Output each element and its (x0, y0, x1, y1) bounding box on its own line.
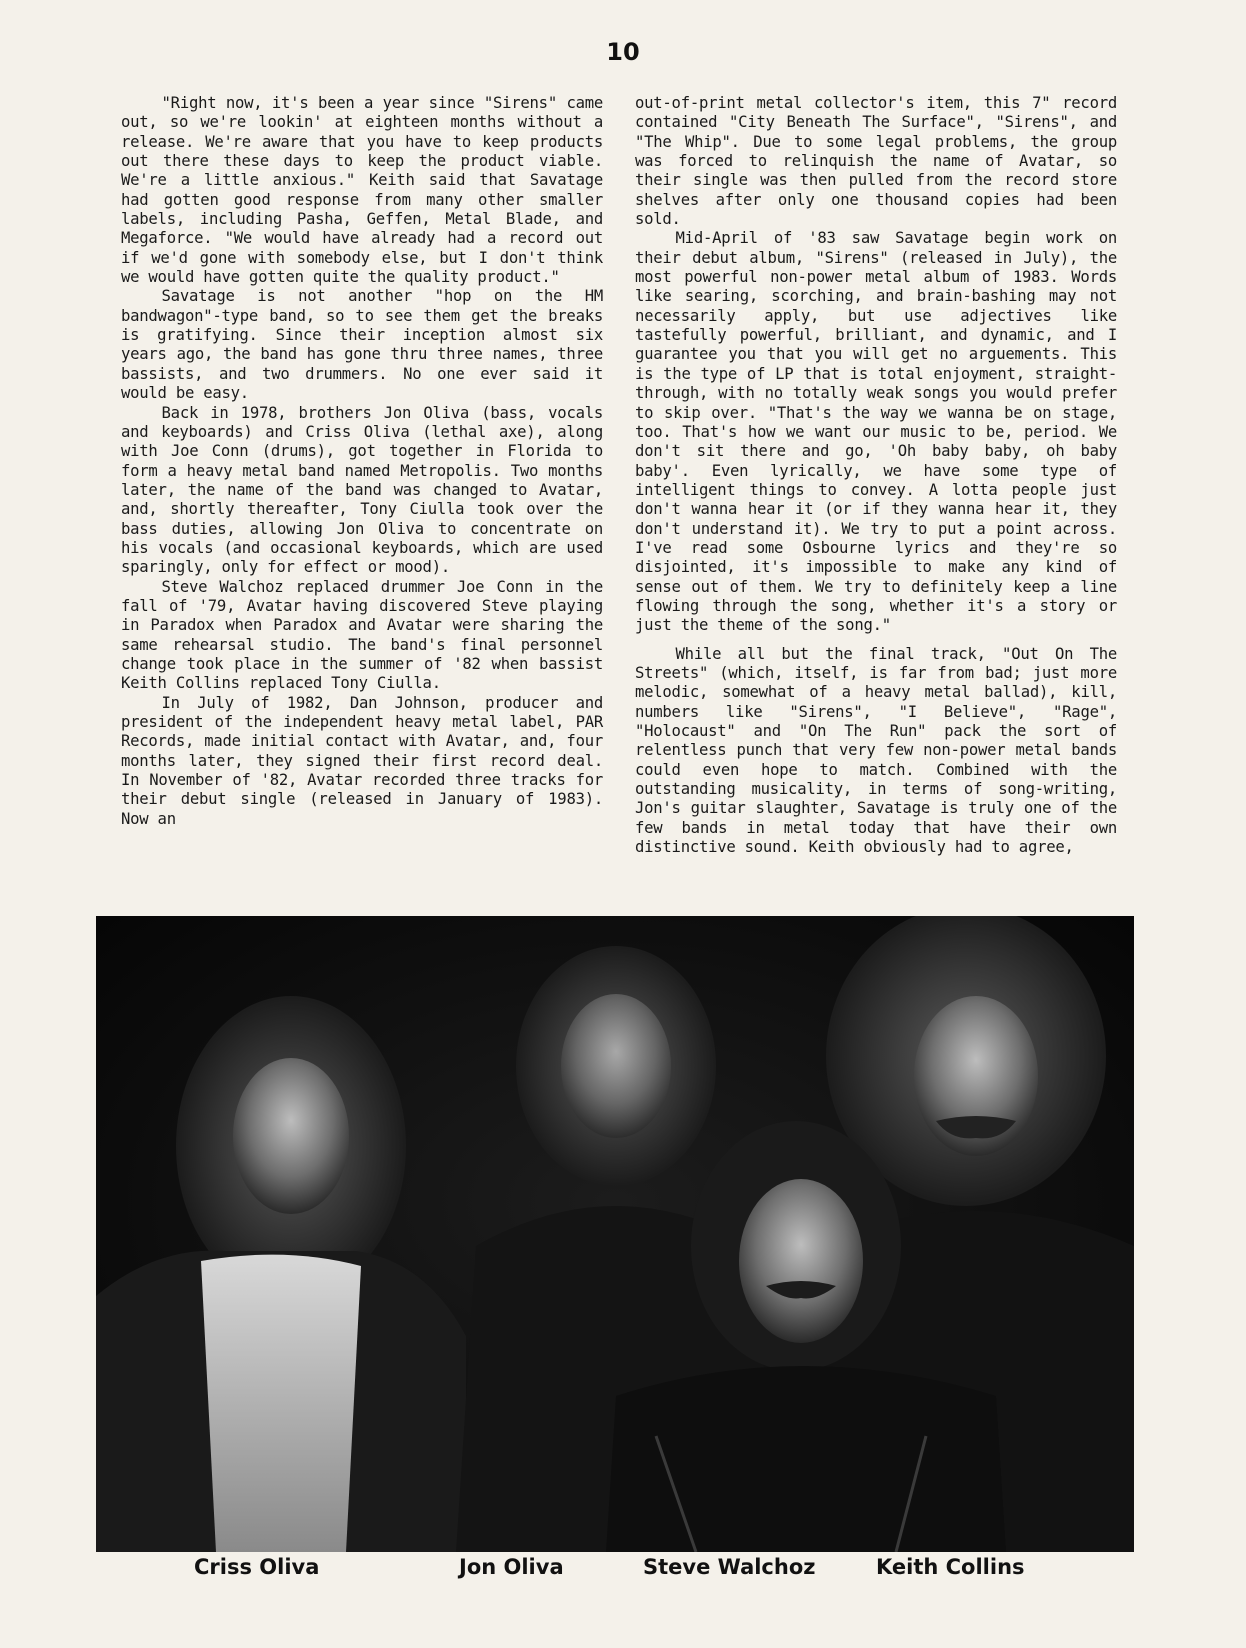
article-paragraph: Steve Walchoz replaced drummer Joe Conn in the fall of '79, Avatar having discovered Steve playing in Paradox when Paradox and Avatar were sharing the same rehearsal studio. The band's final personnel change took place in the summer of '82 when bassist Keith Collins replaced Tony Ciulla. (121, 577, 603, 693)
caption-jon-oliva: Jon Oliva (459, 1555, 564, 1579)
article-paragraph: "Right now, it's been a year since "Sirens" came out, so we're lookin' at eighteen months without a release. We're aware that you have to keep products out there these days to keep the product viable. We're a little anxious." Keith said that Savatage had gotten good response from many other smaller labels, including Pasha, Geffen, Metal Blade, and Megaforce. "We would have already had a record out if we'd gone with somebody else, but I don't think we would have gotten quite the quality product." (121, 94, 603, 287)
page-number: 10 (606, 38, 640, 66)
article-paragraph: Mid-April of '83 saw Savatage begin work on their debut album, "Sirens" (released in July), the most powerful non-power metal album of 1983. Words like searing, scorching, and brain-bashing may not necessarily apply, but use adjectives like tastefully powerful, brilliant, and dynamic, and I guarantee you that you will get no arguements. This is the type of LP that is total enjoyment, straight-through, with no totally weak songs you would prefer to skip over. "That's the way we wanna be on stage, too. That's how we want our music to be, period. We don't sit there and go, 'Oh baby baby, oh baby baby'. Even lyrically, we have some type of intelligent things to convey. A lotta people just don't wanna hear it (or if they wanna hear it, they don't understand it). We try to put a point across. I've read some Osbourne lyrics and they're so disjointed, it's impossible to make any kind of sense out of them. We try to definitely keep a line flowing through the song, whether it's a story or just the theme of the song." (635, 229, 1117, 635)
caption-steve-walchoz: Steve Walchoz (643, 1555, 816, 1579)
article-right-column (635, 94, 1117, 857)
caption-criss-oliva: Criss Oliva (194, 1555, 320, 1579)
article-paragraph: Back in 1978, brothers Jon Oliva (bass, vocals and keyboards) and Criss Oliva (lethal axe), along with Joe Conn (drums), got together in Florida to form a heavy metal band named Metropolis. Two months later, the name of the band was changed to Avatar, and, shortly thereafter, Tony Ciulla took over the bass duties, allowing Jon Oliva to concentrate on his vocals (and occasional keyboards, which are used sparingly, only for effect or mood). (121, 403, 603, 577)
band-photo (96, 916, 1134, 1552)
photo-caption (96, 1555, 1134, 1595)
article-paragraph: While all but the final track, "Out On The Streets" (which, itself, is far from bad; just more melodic, somewhat of a heavy metal ballad), kill, numbers like "Sirens", "I Believe", "Rage", "Holocaust" and "On The Run" pack the sort of relentless punch that very few non-power metal bands could even hope to match. Combined with the outstanding musicality, in terms of song-writing, Jon's guitar slaughter, Savatage is truly one of the few bands in metal today that have their own distinctive sound. Keith obviously had to agree, (635, 644, 1117, 857)
caption-keith-collins: Keith Collins (876, 1555, 1025, 1579)
article-paragraph: out-of-print metal collector's item, this 7" record contained "City Beneath The Surface", "Sirens", and "The Whip". Due to some legal problems, the group was forced to relinquish the name of Avatar, so their single was then pulled from the record store shelves after only one thousand copies had been sold. (635, 94, 1117, 229)
article-paragraph: Savatage is not another "hop on the HM bandwagon"-type band, so to see them get the breaks is gratifying. Since their inception almost six years ago, the band has gone thru three names, three bassists, and two drummers. No one ever said it would be easy. (121, 287, 603, 403)
article-left-column (121, 94, 603, 829)
band-photo-illustration (96, 916, 1134, 1552)
article-paragraph: In July of 1982, Dan Johnson, producer and president of the independent heavy metal label, PAR Records, made initial contact with Avatar, and, four months later, they signed their first record deal. In November of '82, Avatar recorded three tracks for their debut single (released in January of 1983). Now an (121, 693, 603, 828)
